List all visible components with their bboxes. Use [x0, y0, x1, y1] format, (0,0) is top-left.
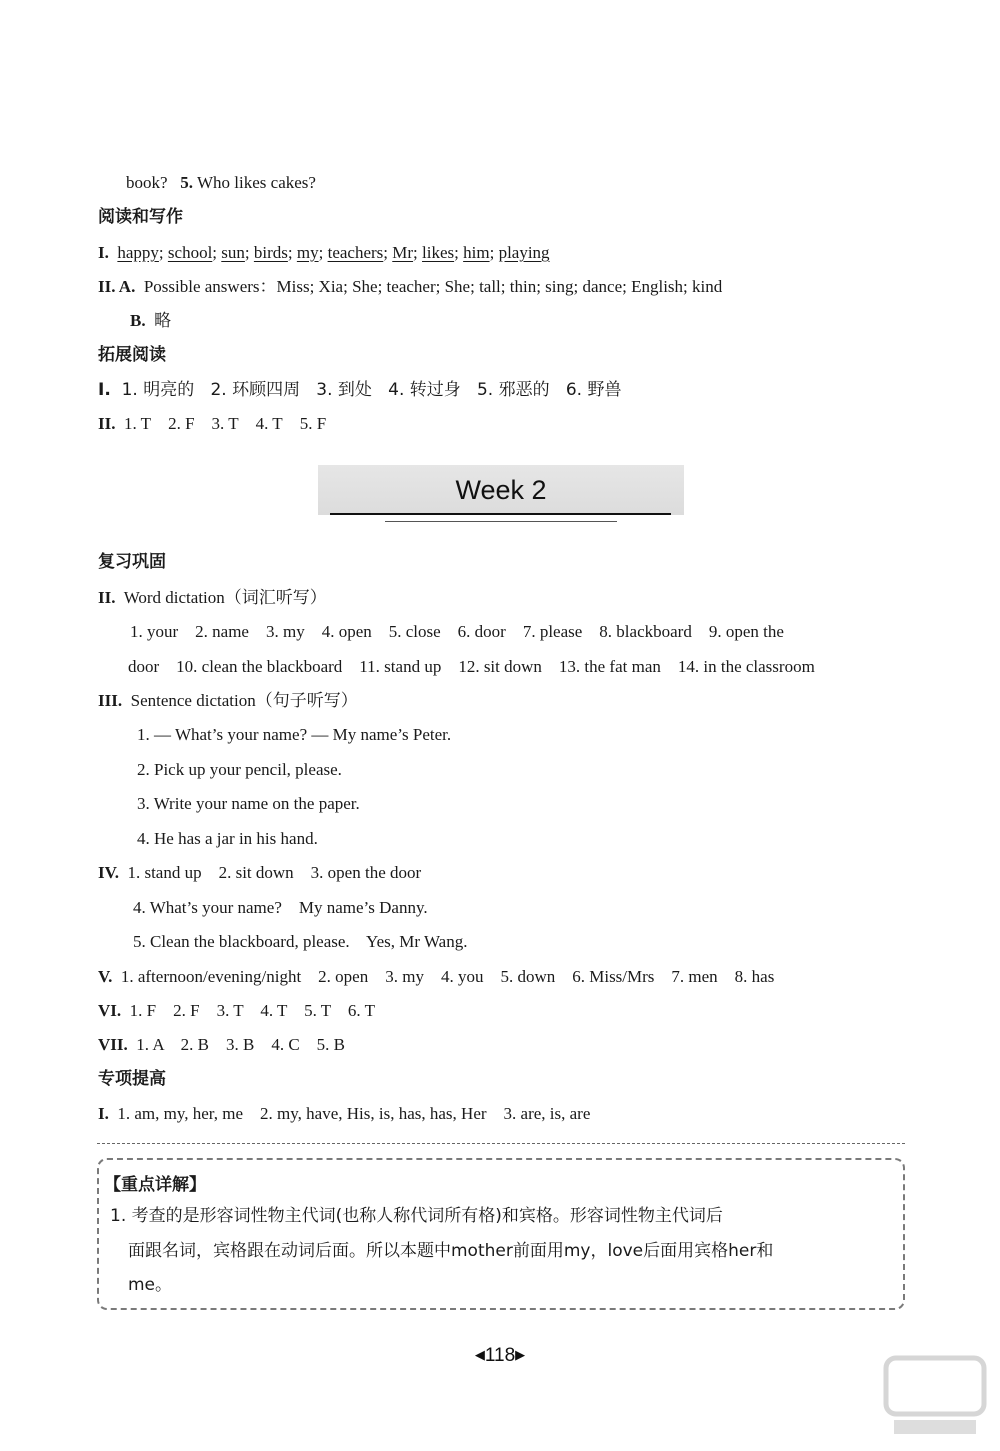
review-iii-item: 1. — What’s your name? — My name’s Peter. — [137, 725, 452, 744]
review-iv-label: IV. — [98, 863, 119, 882]
review-vi-text: 1. F 2. F 3. T 4. T 5. T 6. T — [129, 1001, 375, 1020]
review-v-text: 1. afternoon/evening/night 2. open 3. my 4. you 5. down 6. Miss/Mrs 7. men 8. has — [120, 967, 775, 986]
explanation-title: 【重点详解】 — [104, 1175, 206, 1195]
rw1-word: playing — [498, 243, 550, 262]
review-ii-line2: door 10. clean the blackboard 11. stand up 12. sit down 13. the fat man 14. in the classroom — [128, 657, 815, 676]
ext1-label: I. — [98, 380, 111, 400]
rw1-word: happy — [117, 243, 159, 262]
review-iii-title: Sentence dictation（句子听写） — [130, 691, 358, 710]
review-iv-line2: 4. What’s your name? My name’s Danny. — [133, 898, 428, 917]
special-heading: 专项提高 — [98, 1069, 166, 1089]
ext2-item: 2. F — [168, 414, 195, 433]
week-rule-thin — [385, 521, 617, 522]
review-iii-title-line — [98, 690, 358, 712]
top-line-1 — [126, 172, 316, 194]
rw1-word: school — [167, 243, 213, 262]
explanation-line: 面跟名词，宾格跟在动词后面。所以本题中mother前面用my，love后面用宾格her和 — [128, 1241, 774, 1261]
rw1-label: I. — [98, 243, 109, 262]
review-ii-label: II. — [98, 588, 116, 607]
ext2-item: 3. T — [211, 414, 239, 433]
review-heading: 复习巩固 — [98, 552, 166, 572]
ext2-item: 4. T — [255, 414, 283, 433]
review-ii-line1: 1. your 2. name 3. my 4. open 5. close 6. door 7. please 8. blackboard 9. open the — [130, 622, 784, 641]
week-title: Week 2 — [455, 474, 547, 505]
page-number — [450, 1345, 550, 1367]
review-iv-text1: 1. stand up 2. sit down 3. open the door — [127, 863, 422, 882]
rw1-word: birds — [253, 243, 288, 262]
review-iii-item: 2. Pick up your pencil, please. — [137, 760, 342, 779]
rw1-word: him — [463, 243, 490, 262]
ext2-item: 1. T — [123, 414, 152, 433]
rw-section-1: I. happy; school; sun; birds; my; teachers; Mr; likes; him; playing — [98, 243, 550, 262]
page-number-value: 118 — [484, 1345, 516, 1366]
rw-section-2b — [130, 310, 171, 332]
ext1-item: 6. 野兽 — [565, 380, 622, 400]
rw2-label: II. A. — [98, 277, 136, 296]
review-vi-label: VI. — [98, 1001, 122, 1020]
review-iii-item: 4. He has a jar in his hand. — [137, 829, 318, 848]
line1-num: 5. — [180, 173, 194, 192]
review-v-label: V. — [98, 967, 113, 986]
special-i-line — [98, 1103, 590, 1125]
review-vii-text: 1. A 2. B 3. B 4. C 5. B — [136, 1035, 346, 1054]
review-iii-item: 3. Write your name on the paper. — [137, 794, 360, 813]
review-iii-label: III. — [98, 691, 123, 710]
ext1-item: 4. 转过身 — [388, 380, 461, 400]
line1-pre: book? — [126, 173, 168, 192]
rw1-word: Mr — [392, 243, 414, 262]
ext1-item: 5. 邪恶的 — [476, 380, 550, 400]
rw1-word: my — [296, 243, 319, 262]
ext-section-1 — [98, 379, 621, 401]
explanation-line: me。 — [128, 1275, 173, 1295]
rwb-text: 略 — [154, 311, 172, 330]
review-vii-label: VII. — [98, 1035, 128, 1054]
review-vi-line — [98, 1000, 375, 1022]
explanation-line: 1. 考查的是形容词性物主代词(也称人称代词所有格)和宾格。形容词性物主代词后 — [110, 1206, 723, 1226]
rwb-label: B. — [130, 311, 146, 330]
rw1-word: teachers — [327, 243, 384, 262]
review-vii-line — [98, 1034, 345, 1056]
rw2-text: Possible answers：Miss; Xia; She; teacher; She; tall; thin; sing; dance; English; kind — [143, 277, 723, 296]
ext-section-2 — [98, 413, 326, 435]
section-divider — [97, 1143, 905, 1144]
left-triangle-icon: ◀ — [474, 1347, 485, 1362]
rw1-word: likes — [422, 243, 455, 262]
extended-reading-heading: 拓展阅读 — [98, 345, 166, 365]
ext1-item: 1. 明亮的 — [121, 380, 195, 400]
reading-writing-heading: 阅读和写作 — [98, 207, 183, 227]
review-iv-line1 — [98, 862, 421, 884]
review-v-line — [98, 966, 774, 988]
week-rule-thick — [330, 513, 671, 515]
review-ii-title: Word dictation（词汇听写） — [123, 588, 327, 607]
week-banner — [318, 465, 684, 515]
special-i-label: I. — [98, 1104, 109, 1123]
ext1-item: 2. 环顾四周 — [210, 380, 301, 400]
special-i-text: 1. am, my, her, me 2. my, have, His, is, has, has, Her 3. are, is, are — [117, 1104, 591, 1123]
ext2-label: II. — [98, 414, 116, 433]
watermark-stamp-icon — [880, 1350, 990, 1442]
review-ii-title-line — [98, 587, 327, 609]
right-triangle-icon: ▶ — [515, 1347, 526, 1362]
rw1-word: sun — [221, 243, 245, 262]
rw-section-2a — [98, 276, 722, 298]
explanation-box — [97, 1158, 905, 1310]
review-iv-line3: 5. Clean the blackboard, please. Yes, Mr Wang. — [133, 932, 468, 951]
ext1-item: 3. 到处 — [316, 380, 372, 400]
line1-text: Who likes cakes? — [197, 173, 316, 192]
ext2-item: 5. F — [299, 414, 327, 433]
